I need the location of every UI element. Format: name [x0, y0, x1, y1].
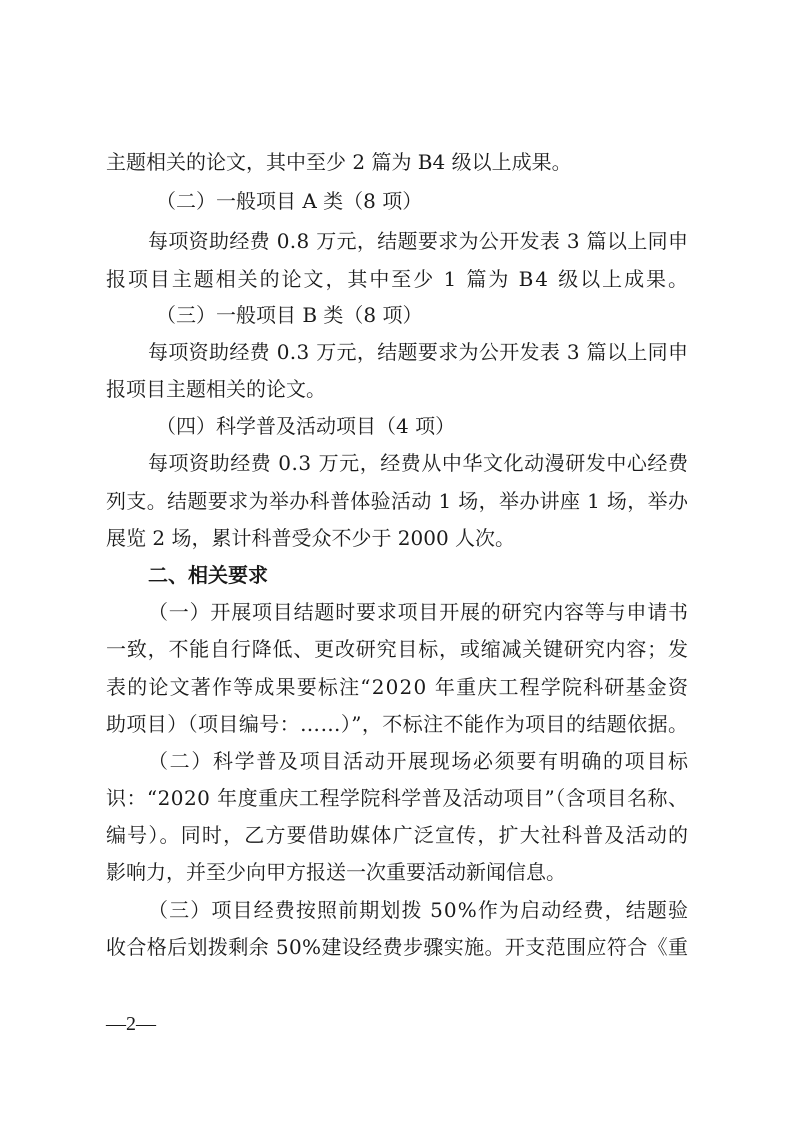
- paragraph-line: [0, 369, 793, 409]
- subheading-b-class: [0, 295, 793, 335]
- paragraph-line: [0, 815, 793, 855]
- paragraph-line: [0, 332, 793, 372]
- paragraph-line: [0, 221, 793, 261]
- line-text: 列支。结题要求为举办科普体验活动 1 场，举办讲座 1 场，举办: [106, 489, 689, 513]
- subheading-science-popularization: [0, 406, 793, 446]
- paragraph-line: [0, 741, 793, 781]
- paragraph-line: [0, 443, 793, 483]
- line-text: 表的论文著作等成果要标注“2020 年重庆工程学院科研基金资: [106, 675, 690, 699]
- line-text: 编号）。同时，乙方要借助媒体广泛宣传，扩大社科普及活动的: [106, 823, 690, 847]
- paragraph-line: [0, 629, 793, 669]
- paragraph-line: [0, 259, 793, 299]
- paragraph-line: [0, 778, 793, 818]
- line-text: 助项目）（项目编号：……）”，不标注不能作为项目的结题依据。: [106, 712, 689, 736]
- line-text: （四）科学普及活动项目（4 项）: [156, 414, 456, 438]
- paragraph-line: [0, 667, 793, 707]
- paragraph-line: [0, 518, 793, 558]
- paragraph-line: [0, 592, 793, 632]
- paragraph-line: [0, 927, 793, 967]
- line-text: 报项目主题相关的论文，其中至少 1 篇为 B4 级以上成果。: [106, 267, 690, 291]
- line-text: 报项目主题相关的论文。: [106, 377, 326, 401]
- line-text: （三）项目经费按照前期划拨 50%作为启动经费，结题验: [148, 898, 690, 922]
- paragraph-line: [0, 852, 793, 892]
- line-text: 影响力，并至少向甲方报送一次重要活动新闻信息。: [106, 860, 566, 884]
- line-text: 收合格后划拨剩余 50%建设经费步骤实施。开支范围应符合《重: [106, 935, 689, 959]
- subheading-a-class: [0, 181, 793, 221]
- page-number: —2—: [106, 1013, 156, 1035]
- line-text: （二）科学普及项目活动开展现场必须要有明确的项目标: [148, 749, 690, 773]
- paragraph-line: [0, 704, 793, 744]
- section-heading-requirements: [0, 555, 793, 595]
- line-text: 主题相关的论文，其中至少 2 篇为 B4 级以上成果。: [106, 150, 572, 174]
- line-text: （一）开展项目结题时要求项目开展的研究内容等与申请书: [148, 600, 689, 624]
- line-text: （三）一般项目 B 类（8 项）: [156, 303, 423, 327]
- line-text: 每项资助经费 0.3 万元，结题要求为公开发表 3 篇以上同申: [148, 340, 689, 364]
- paragraph-line: [0, 890, 793, 930]
- paragraph-line: [0, 481, 793, 521]
- line-text: 展览 2 场，累计科普受众不少于 2000 人次。: [106, 526, 516, 550]
- line-text: 每项资助经费 0.8 万元，结题要求为公开发表 3 篇以上同申: [148, 229, 689, 253]
- line-text: 每项资助经费 0.3 万元，经费从中华文化动漫研发中心经费: [148, 451, 689, 475]
- line-text: 一致，不能自行降低、更改研究目标，或缩减关键研究内容；发: [106, 637, 689, 661]
- line-text: 二、相关要求: [148, 563, 268, 587]
- line-text: （二）一般项目 A 类（8 项）: [156, 189, 423, 213]
- line-text: 识：“2020 年度重庆工程学院科学普及活动项目”（含项目名称、: [106, 786, 689, 810]
- paragraph-line: [0, 142, 793, 182]
